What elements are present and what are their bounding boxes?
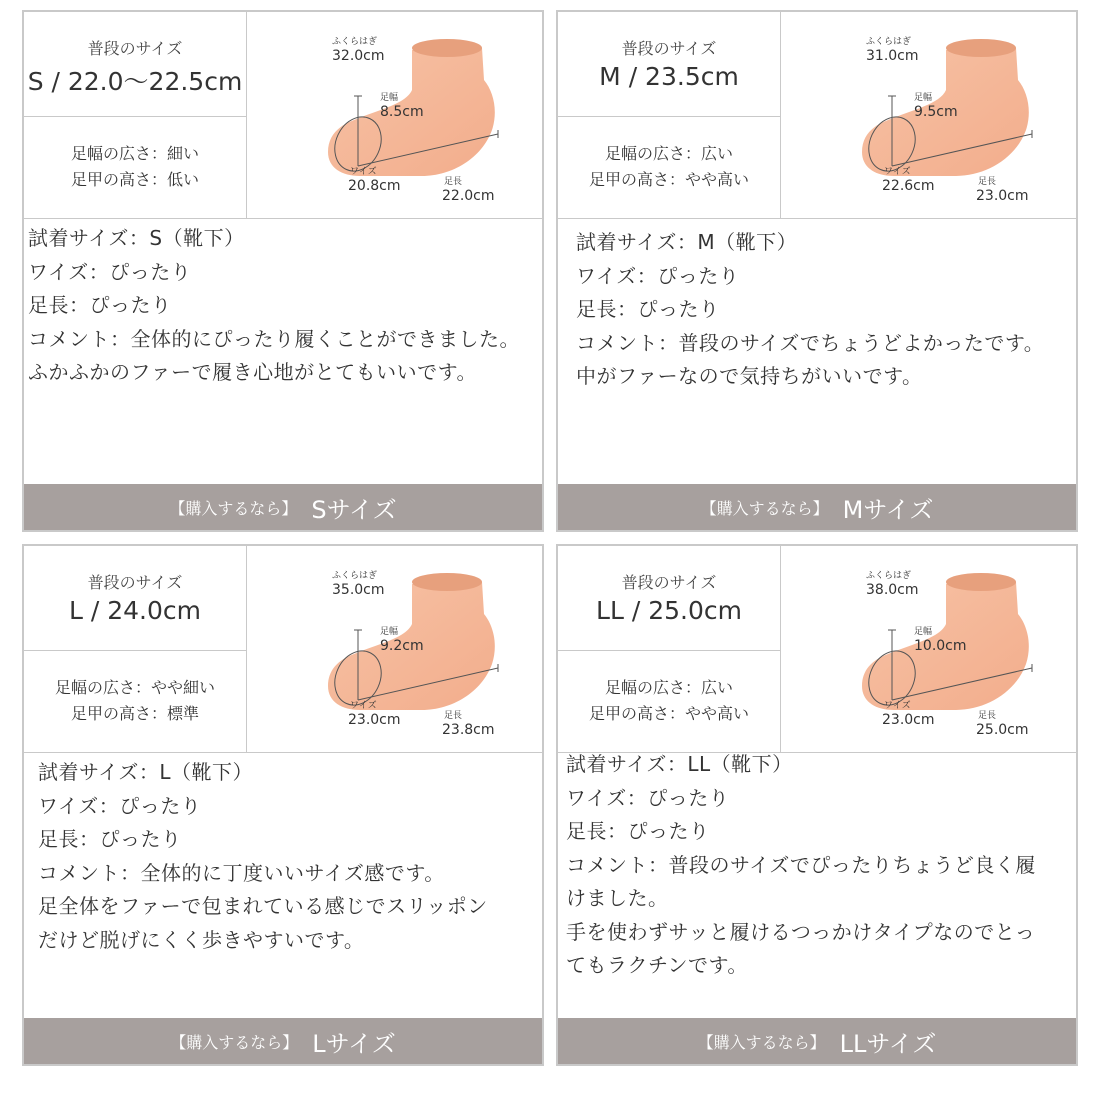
recommended-size-value: Mサイズ: [842, 495, 934, 524]
review-line: コメント：普段のサイズでちょうどよかったです。: [576, 330, 1045, 355]
review-line: ワイズ：ぴったり: [28, 259, 192, 284]
usual-size-box: [24, 12, 247, 117]
length-label: 足長: [978, 711, 997, 721]
foot-shape-box: [24, 116, 247, 219]
review-line: 足長：ぴったり: [576, 297, 720, 321]
review-text: [38, 756, 554, 957]
foot-shape-box: [558, 116, 781, 219]
foot-shape-box: [558, 650, 781, 753]
length-value: 25.0cm: [976, 722, 1029, 738]
usual-size-value: L / 24.0cm: [68, 596, 201, 625]
foot-width-text: 足幅の広さ：広い: [604, 144, 733, 163]
recommended-size-prefix: 【購入するなら】: [170, 1032, 299, 1052]
review-line: 足全体をファーで包まれている感じでスリッポン: [38, 894, 488, 918]
width-label: 足幅: [380, 627, 399, 637]
calf-value: 38.0cm: [866, 582, 919, 598]
review-line: 試着サイズ：L（靴下）: [38, 760, 254, 784]
usual-size-value: M / 23.5cm: [599, 62, 739, 91]
review-line: ワイズ：ぴったり: [576, 263, 740, 288]
usual-size-caption: 普段のサイズ: [87, 39, 183, 58]
calf-label: ふくらはぎ: [332, 571, 378, 581]
foot-width-text: 足幅の広さ：広い: [604, 678, 733, 697]
length-value: 23.8cm: [442, 722, 495, 738]
width-label: 足幅: [914, 93, 933, 103]
review-line: 試着サイズ：S（靴下）: [28, 226, 245, 250]
calf-value: 32.0cm: [332, 48, 385, 64]
recommended-size-bar: [24, 1018, 542, 1064]
foot-diagram-box: [780, 546, 1076, 753]
wise-value: 23.0cm: [882, 712, 935, 728]
wise-value: 20.8cm: [348, 178, 401, 194]
review-line: 中がファーなので気持ちがいいです。: [576, 364, 923, 388]
size-review-card: [556, 544, 1078, 1066]
foot-instep-text: 足甲の高さ：標準: [70, 704, 199, 723]
size-review-card: [22, 544, 544, 1066]
foot-diagram: [246, 12, 542, 218]
usual-size-box: [558, 12, 781, 117]
foot-diagram: [780, 12, 1076, 218]
review-line: 足長：ぴったり: [566, 819, 710, 843]
usual-size-value: LL / 25.0cm: [596, 596, 742, 625]
wise-label: ワイズ: [884, 167, 911, 177]
review-line: コメント：全体的にぴったり履くことができました。: [28, 326, 520, 351]
recommended-size-prefix: 【購入するなら】: [700, 498, 829, 518]
foot-width-text: 足幅の広さ：細い: [70, 144, 199, 163]
width-value: 10.0cm: [914, 638, 967, 654]
wise-value: 22.6cm: [882, 178, 935, 194]
review-text: [28, 222, 544, 390]
length-label: 足長: [444, 711, 463, 721]
review-line: コメント：普段のサイズでぴったりちょうど良く履: [566, 852, 1036, 877]
review-line: ふかふかのファーで履き心地がとてもいいです。: [28, 360, 477, 384]
review-line: 足長：ぴったり: [38, 827, 182, 851]
foot-width-text: 足幅の広さ：やや細い: [54, 678, 215, 697]
width-value: 9.5cm: [914, 104, 958, 120]
wise-label: ワイズ: [350, 167, 377, 177]
foot-instep-text: 足甲の高さ：やや高い: [588, 170, 749, 189]
review-line: けました。: [566, 886, 669, 910]
foot-diagram: [780, 546, 1076, 752]
review-line: 手を使わずサッと履けるつっかけタイプなのでとっ: [566, 919, 1036, 944]
usual-size-caption: 普段のサイズ: [87, 573, 183, 592]
usual-size-box: [24, 546, 247, 651]
foot-instep-text: 足甲の高さ：低い: [70, 170, 199, 189]
review-line: てもラクチンです。: [566, 953, 748, 977]
review-line: 試着サイズ：LL（靴下）: [566, 752, 793, 776]
review-line: 試着サイズ：M（靴下）: [576, 230, 798, 254]
review-line: ワイズ：ぴったり: [566, 785, 730, 810]
size-review-card: [556, 10, 1078, 532]
calf-label: ふくらはぎ: [332, 37, 378, 47]
calf-value: 35.0cm: [332, 582, 385, 598]
recommended-size-prefix: 【購入するなら】: [697, 1032, 826, 1052]
foot-diagram-box: [246, 12, 542, 219]
wise-value: 23.0cm: [348, 712, 401, 728]
review-line: 足長：ぴったり: [28, 293, 172, 317]
usual-size-box: [558, 546, 781, 651]
calf-label: ふくらはぎ: [866, 571, 912, 581]
foot-instep-text: 足甲の高さ：やや高い: [588, 704, 749, 723]
length-value: 22.0cm: [442, 188, 495, 204]
width-value: 9.2cm: [380, 638, 424, 654]
foot-diagram-box: [780, 12, 1076, 219]
width-label: 足幅: [914, 627, 933, 637]
foot-shape-box: [24, 650, 247, 753]
usual-size-caption: 普段のサイズ: [621, 39, 717, 58]
foot-diagram-box: [246, 546, 542, 753]
length-value: 23.0cm: [976, 188, 1029, 204]
review-text: [566, 748, 1082, 983]
review-line: だけど脱げにくく歩きやすいです。: [38, 927, 365, 952]
review-line: コメント：全体的に丁度いいサイズ感です。: [38, 860, 445, 885]
length-label: 足長: [978, 177, 997, 187]
recommended-size-bar: [558, 484, 1076, 530]
recommended-size-value: Lサイズ: [312, 1029, 396, 1058]
calf-value: 31.0cm: [866, 48, 919, 64]
usual-size-value: S / 22.0〜22.5cm: [27, 67, 243, 96]
recommended-size-value: Sサイズ: [311, 495, 397, 524]
recommended-size-bar: [558, 1018, 1076, 1064]
wise-label: ワイズ: [350, 701, 377, 711]
width-label: 足幅: [380, 93, 399, 103]
wise-label: ワイズ: [884, 701, 911, 711]
foot-diagram: [246, 546, 542, 752]
recommended-size-prefix: 【購入するなら】: [169, 498, 298, 518]
usual-size-caption: 普段のサイズ: [621, 573, 717, 592]
recommended-size-value: LLサイズ: [839, 1029, 937, 1058]
calf-label: ふくらはぎ: [866, 37, 912, 47]
size-review-card: [22, 10, 544, 532]
recommended-size-bar: [24, 484, 542, 530]
width-value: 8.5cm: [380, 104, 424, 120]
length-label: 足長: [444, 177, 463, 187]
review-line: ワイズ：ぴったり: [38, 793, 202, 818]
review-text: [576, 226, 1092, 394]
